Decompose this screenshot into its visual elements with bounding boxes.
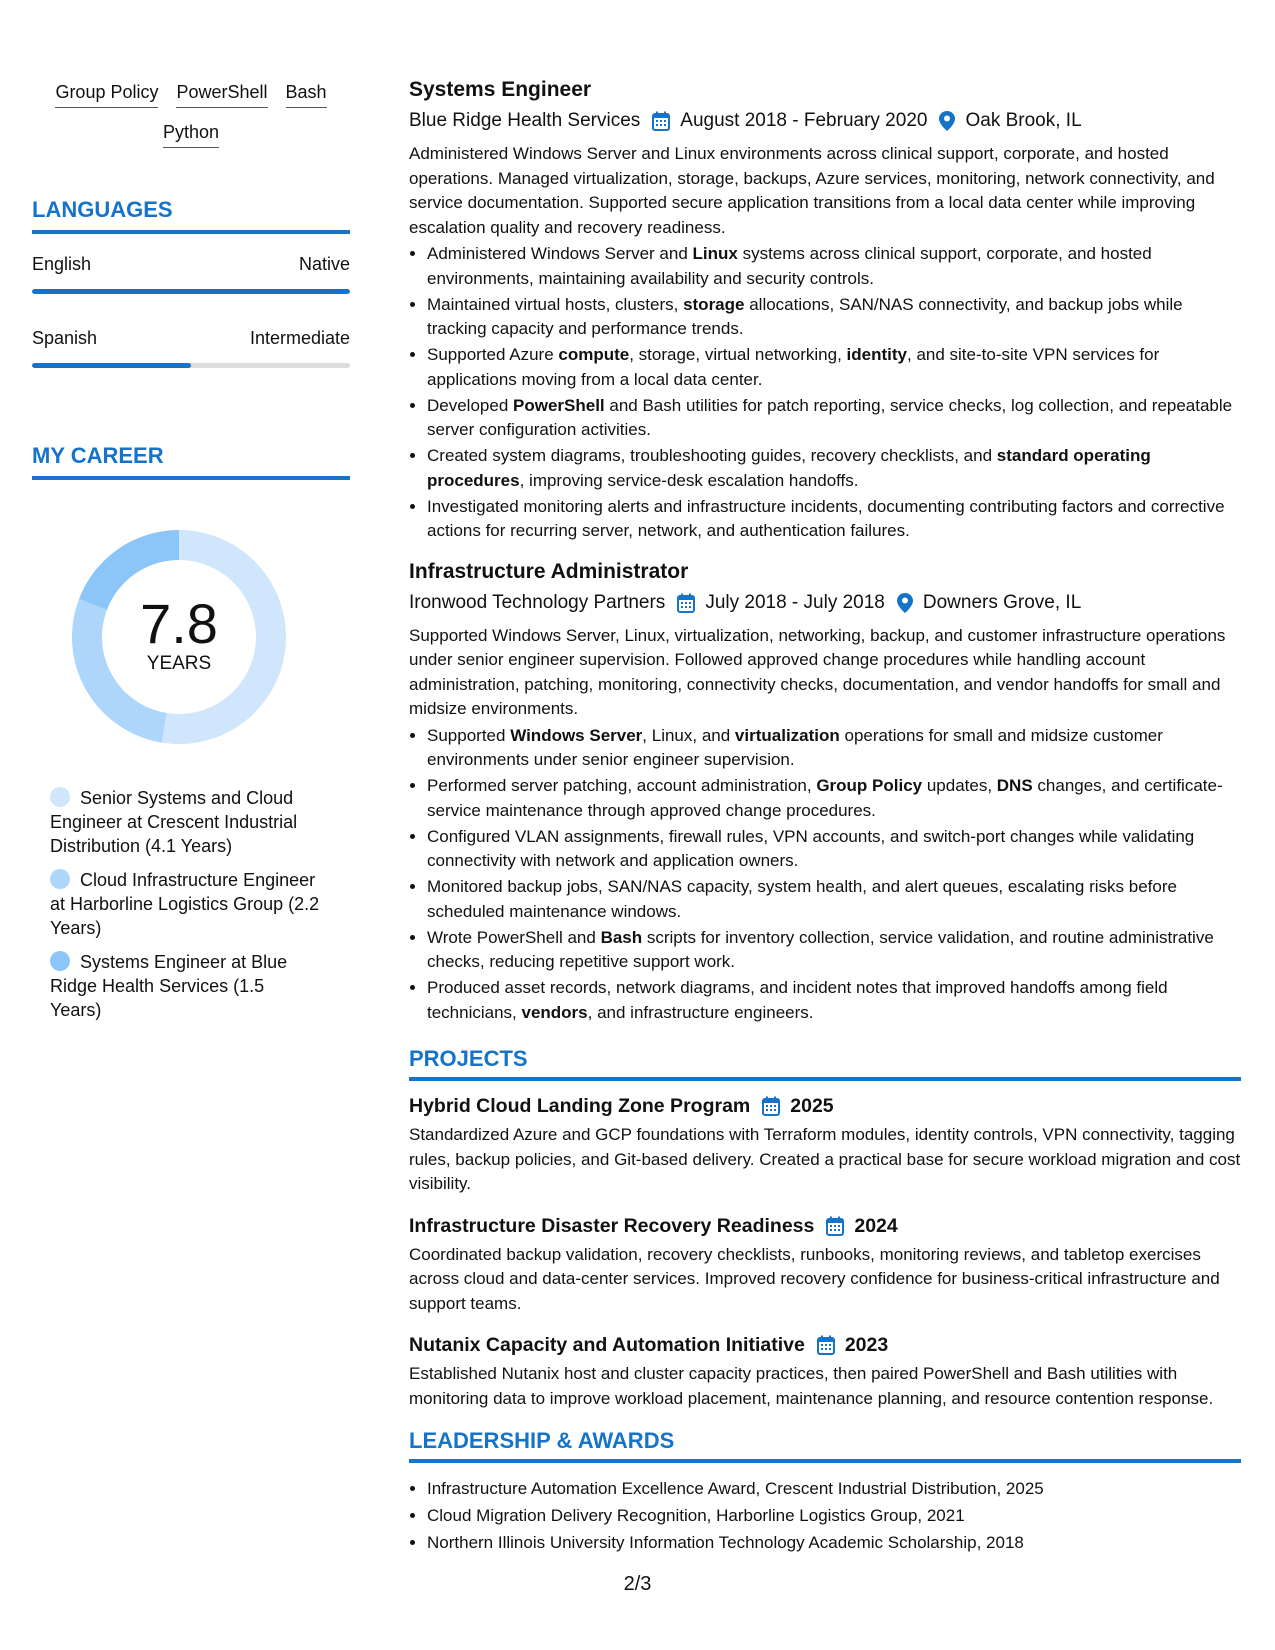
career-donut-chart xyxy=(66,524,292,750)
language-level: Native xyxy=(298,254,350,274)
project-description: Established Nutanix host and cluster capacity practices, then paired PowerShell and Bash utilities with monitoring data to improve workload placement, maintenance planning, and resource contention response. xyxy=(409,1364,1214,1408)
calendar-icon xyxy=(762,1096,780,1116)
career-heading: MY CAREER xyxy=(32,442,350,480)
bullet-item: • Developed PowerShell and Bash utilities for patch reporting, service checks, log collection, and repeatable server configuration activities. xyxy=(427,394,1241,443)
career-legend-label: Cloud Infrastructure Engineer at Harborline Logistics Group (2.2 Years) xyxy=(50,870,320,938)
project-entry xyxy=(409,1093,1241,1197)
language-proficiency-bar xyxy=(32,363,350,368)
legend-dot-icon xyxy=(50,787,70,807)
job-bullets xyxy=(409,724,1241,1026)
awards-section xyxy=(409,1427,1241,1556)
project-name: Hybrid Cloud Landing Zone Program xyxy=(409,1095,751,1117)
company-name: Blue Ridge Health Services xyxy=(409,110,641,131)
project-description: Coordinated backup validation, recovery checklists, runbooks, monitoring reviews, and tabletop exercises across cloud and data-center services. Improved recovery confidence for business-critical infrastructure and support teams. xyxy=(409,1244,1220,1313)
languages-section xyxy=(32,196,350,368)
job-bullets xyxy=(409,242,1241,544)
job-title: Systems Engineer xyxy=(409,78,592,101)
donut-center xyxy=(66,524,292,750)
language-proficiency-bar xyxy=(32,289,350,294)
skills-list xyxy=(32,80,350,148)
job-location: Downers Grove, IL xyxy=(922,591,1082,613)
main-column xyxy=(409,76,1241,1556)
awards-list xyxy=(409,1475,1241,1556)
job-summary: Administered Windows Server and Linux environments across clinical support, corporate, and hosted operations. Managed virtualization, storage, backups, Azure services, monitoring, network connectivity, and service documentation. Supported secure application transitions from a local data center while improving escalation quality and recovery readiness. xyxy=(409,144,1215,237)
language-name: English xyxy=(32,254,92,274)
languages-heading: LANGUAGES xyxy=(32,196,350,234)
bullet-item: • Supported Windows Server, Linux, and virtualization operations for small and midsize customer environments under senior engineer supervision. xyxy=(427,724,1241,773)
award-item: • Cloud Migration Delivery Recognition, Harborline Logistics Group, 2021 xyxy=(427,1502,1241,1529)
calendar-icon xyxy=(826,1216,844,1236)
career-total-unit: YEARS xyxy=(146,653,212,674)
calendar-icon xyxy=(677,593,695,613)
bullet-item: • Configured VLAN assignments, firewall rules, VPN accounts, and switch-port changes while validating connectivity with network and application owners. xyxy=(427,825,1241,874)
language-name: Spanish xyxy=(32,328,98,348)
skill-tag: Python xyxy=(163,120,219,148)
bullet-item: • Monitored backup jobs, SAN/NAS capacity, system health, and alert queues, escalating risks before scheduled maintenance windows. xyxy=(427,875,1241,924)
language-item xyxy=(32,254,350,294)
project-year: 2024 xyxy=(854,1214,898,1237)
legend-dot-icon xyxy=(50,951,70,971)
job-meta xyxy=(409,590,1241,616)
language-proficiency-fill xyxy=(32,289,350,294)
calendar-icon xyxy=(652,111,670,131)
project-entry xyxy=(409,1332,1241,1411)
legend-dot-icon xyxy=(50,869,70,889)
language-proficiency-fill xyxy=(32,363,191,368)
project-year: 2023 xyxy=(844,1334,889,1356)
project-name: Nutanix Capacity and Automation Initiative xyxy=(409,1334,805,1356)
skill-tag: Group Policy xyxy=(55,80,158,108)
bullet-item: • Investigated monitoring alerts and infrastructure incidents, documenting contributing factors and corrective actions for recurring server, network, and authentication failures. xyxy=(427,495,1241,544)
sidebar xyxy=(32,80,350,1032)
bullet-item: • Wrote PowerShell and Bash scripts for inventory collection, service validation, and routine administrative checks, reducing repetitive support work. xyxy=(427,926,1241,975)
page-number: 2/3 xyxy=(623,1573,652,1595)
job-meta xyxy=(409,108,1241,134)
location-pin-icon xyxy=(897,593,913,613)
career-legend-item xyxy=(50,786,320,858)
skill-tag: PowerShell xyxy=(176,80,267,108)
career-legend-label: Senior Systems and Cloud Engineer at Crescent Industrial Distribution (4.1 Years) xyxy=(50,788,298,856)
job-dates: July 2018 - July 2018 xyxy=(705,591,885,613)
career-section xyxy=(32,442,350,1022)
career-legend xyxy=(32,786,320,1022)
bullet-item: • Produced asset records, network diagrams, and incident notes that improved handoffs among field technicians, vendors, and infrastructure engineers. xyxy=(427,976,1241,1025)
bullet-item: • Performed server patching, account administration, Group Policy updates, DNS changes, and certificate-service maintenance through approved change procedures. xyxy=(427,774,1241,823)
bullet-item: • Maintained virtual hosts, clusters, storage allocations, SAN/NAS connectivity, and backup jobs while tracking capacity and performance trends. xyxy=(427,293,1241,342)
location-pin-icon xyxy=(939,111,955,131)
language-level: Intermediate xyxy=(249,328,350,348)
job-title: Infrastructure Administrator xyxy=(409,559,689,583)
project-entry xyxy=(409,1213,1241,1317)
award-item: • Infrastructure Automation Excellence Award, Crescent Industrial Distribution, 2025 xyxy=(427,1475,1241,1502)
language-item xyxy=(32,328,350,368)
project-year: 2025 xyxy=(790,1095,834,1117)
career-total-value: 7.8 xyxy=(140,592,218,655)
career-legend-item xyxy=(50,950,320,1022)
bullet-item: • Created system diagrams, troubleshooting guides, recovery checklists, and standard operating procedures, improving service-desk escalation handoffs. xyxy=(427,444,1241,493)
career-legend-item xyxy=(50,868,320,940)
bullet-item: • Administered Windows Server and Linux systems across clinical support, corporate, and hosted environments, maintaining availability and security controls. xyxy=(427,242,1241,291)
career-legend-label: Systems Engineer at Blue Ridge Health Services (1.5 Years) xyxy=(50,952,288,1020)
job-location: Oak Brook, IL xyxy=(965,110,1082,131)
experience-entry xyxy=(409,558,1241,1026)
job-dates: August 2018 - February 2020 xyxy=(680,110,928,131)
project-name: Infrastructure Disaster Recovery Readiness xyxy=(409,1214,815,1237)
experience-entry xyxy=(409,76,1241,544)
award-item: • Northern Illinois University Information Technology Academic Scholarship, 2018 xyxy=(427,1529,1241,1556)
project-description: Standardized Azure and GCP foundations with Terraform modules, identity controls, VPN connectivity, tagging rules, backup policies, and Git-based delivery. Created a practical base for secure workload migration and cost visibility. xyxy=(409,1125,1241,1193)
projects-section xyxy=(409,1045,1241,1411)
skill-tag: Bash xyxy=(286,80,327,108)
awards-heading: LEADERSHIP & AWARDS xyxy=(409,1427,1241,1463)
projects-heading: PROJECTS xyxy=(409,1045,1241,1081)
company-name: Ironwood Technology Partners xyxy=(409,591,666,613)
job-summary: Supported Windows Server, Linux, virtualization, networking, backup, and customer infrastructure operations under senior engineer supervision. Followed approved change procedures while handling account administration, patching, monitoring, connectivity checks, documentation, and vendor handoffs for small and midsize environments. xyxy=(409,625,1226,718)
calendar-icon xyxy=(817,1335,835,1355)
bullet-item: • Supported Azure compute, storage, virtual networking, identity, and site-to-site VPN services for applications moving from a local data center. xyxy=(427,343,1241,392)
